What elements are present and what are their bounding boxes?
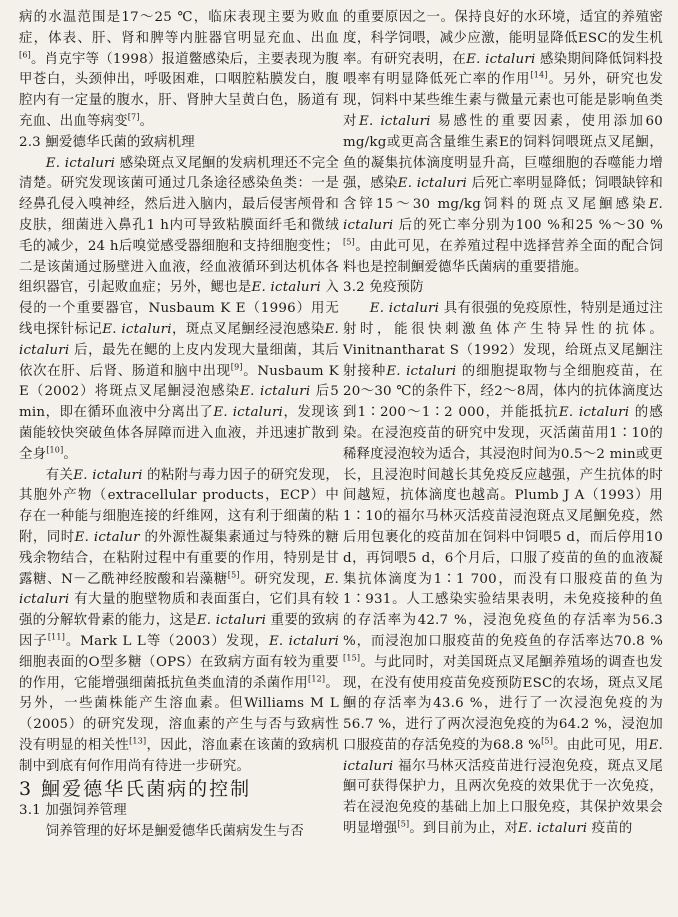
text: 有大量的胞壁物质和表面蛋白，它们具有较强的分解软骨素的能力，这是 <box>19 592 339 629</box>
text: 的外源性凝集素通过与特殊的糖残余物结合，在粘附过程中有重要的作用，特别是甘露糖、N－乙酰神经胺酸和岩藻糖 <box>19 529 339 587</box>
text: 病的水温范围是17～25 ℃，临床表现主要为败血症，体表、肝、肾和脾等内脏器官明显充血、出血 <box>19 10 339 46</box>
paragraph-immunization <box>343 299 663 840</box>
text: 的感染。在浸泡疫苗的研究中发现，灭活菌苗用1∶10的稀释度浸泡较为适合，其浸泡时间为0.5～2 min或更长，且浸泡时间越长其免疫反应越强，产生抗体的时间越短，抗体滴度也越高。Plumb J A（1993）用1∶10的福尔马林灭活疫苗浸泡斑点叉尾鮰免疫，然后用包裹化的疫苗加在饲料中饲喂5 d，而后停用10 d，再饲喂5 d，6个月后，口服了疫苗的鱼的血液凝集抗体滴度为1∶1 700，而没有口服疫苗的鱼为1∶931。人工感染实验结果表明，未免疫接种的鱼的存活率为42.7 %，浸泡免疫鱼的存活率为56.3 %，而浸泡加口服疫苗的免疫鱼的存活率达70.8 % <box>343 405 663 649</box>
text: 后死亡率明显降低；饲喂缺锌和含锌15～30 mg/kg饲料的斑点叉尾鮰感染 <box>343 176 663 213</box>
citation: [5] <box>541 736 554 746</box>
citation: [15] <box>343 653 361 663</box>
text: 的细胞提取物与全细胞疫苗，在20～30 ℃的条件下，经2～8周，体内的抗体滴度达到1∶200～1∶2 000，并能抵抗 <box>343 363 663 421</box>
species-name: E. ictaluri <box>518 821 588 837</box>
citation: [5] <box>227 570 240 580</box>
species-name: E. ictaluri <box>196 613 267 629</box>
text: 。另外，一些菌株能产生溶血素。但Williams M L（2005）的研究发现，溶血素的产生与否与致病性没有明显的相关性 <box>19 675 339 753</box>
species-name: E. ictaluri <box>251 280 321 296</box>
paragraph-feeding-management: 饲养管理的好坏是鮰爱德华氏菌病发生与否 <box>45 824 305 840</box>
text: 入侵的一个重要器官，Nusbaum K E（1996）用无线电探针标记 <box>19 280 339 337</box>
text: 重要的致病因子 <box>19 613 339 649</box>
section-heading-3-1: 3.1 加强饲养管理 <box>19 803 127 819</box>
species-name: E. ictaluri <box>343 737 663 774</box>
section-heading-3: 3 鮰爱德华氏菌病的控制 <box>19 778 252 801</box>
paragraph-nutrition <box>343 8 663 278</box>
text: 疫苗的 <box>587 821 633 837</box>
citation: [13] <box>129 736 147 746</box>
citation: [5] <box>343 237 355 247</box>
text: 。另外，研究也发现，饲料中某些维生素与微量元素也可能是影响鱼类对 <box>343 72 663 129</box>
text: ，因此，溶血素在该菌的致病机制中到底有何作用尚有待进一步研究。 <box>19 737 339 774</box>
paragraph-clinical-signs <box>19 8 339 133</box>
species-name: E. ictaluri <box>343 197 663 233</box>
text: 。 <box>139 113 154 129</box>
section-heading-2-3: 2.3 鮰爱德华氏菌的致病机理 <box>19 134 195 150</box>
species-name: E. ictaluri <box>369 301 440 317</box>
text: 具有很强的免疫原性，特别是通过注射时，能很快刺激鱼体产生特异性的抗体。Vinitnantharat S（1992）发现，给斑点叉尾鮰注射接种 <box>343 301 664 379</box>
text: 。由此可见，在养殖过程中选择营养全面的配合饲料也是控制鮰爱德华氏菌病的重要措施。 <box>343 238 663 275</box>
citation: [11] <box>47 632 66 642</box>
paragraph-virulence <box>19 466 339 778</box>
text: 。Nusbaum K E（2002）将斑点叉尾鮰浸泡感染 <box>19 363 340 400</box>
species-name: E. ictaluri <box>19 571 339 608</box>
text: 感染斑点叉尾鮰的发病机理还不完全清楚。研究发现该菌可通过几条途径感染鱼类：一是经鼻孔侵入嗅神经，然后进入脑内，最后侵害颅骨和皮肤，细菌进入鼻孔1 h内可导致粘膜面纤毛和微绒毛的减少，24 h后嗅觉感受器细胞和支持细胞变性；二是该菌通过肠壁进入血液，经血液循环到达机体各组织器官，引起败血症；另外，鳃也是 <box>19 155 340 296</box>
species-name: E. ictaluri <box>102 321 172 337</box>
text: 。Mark L L等（2003）发现， <box>65 633 269 649</box>
text: 的重要原因之一。保持良好的水环境，适宜的养殖密度，科学饲喂，减少应激，能明显降低ESC的发生机率。有研究表明，在 <box>343 10 663 67</box>
text: 。 <box>63 446 78 462</box>
text: 后，最先在鳃的上皮内发现大量细菌，其后依次在肝、后肾、肠道和脑中出现 <box>19 342 339 379</box>
citation: [14] <box>530 70 548 80</box>
species-name: E. ictaluri <box>73 467 143 483</box>
citation: [12] <box>308 674 326 684</box>
species-name: E. ictaluri <box>19 321 340 358</box>
left-column <box>19 8 339 843</box>
citation: [7] <box>127 112 140 122</box>
text: 福尔马林灭活疫苗进行浸泡免疫，斑点叉尾鮰可获得保护力，且两次免疫的效果优于一次免疫，若在浸泡免疫的基础上加上口服免疫，其保护效果会明显增强 <box>343 758 663 837</box>
right-column <box>343 8 663 840</box>
text: 的粘附与毒力因子的研究发现，其胞外产物（extracellular products，ECP）中存在一种能与细胞连接的纤维网，这有利于细菌的粘附，同时 <box>19 467 339 545</box>
text: ，斑点叉尾鮰经浸泡感染 <box>171 321 325 337</box>
section-heading-3-2: 3.2 免疫预防 <box>343 280 424 296</box>
citation: [10] <box>46 445 64 455</box>
species-name: E. ictaluri <box>240 384 311 400</box>
citation: [5] <box>397 819 410 829</box>
text: ，发现该菌能较快突破鱼体各屏障而进入血液，并迅速扩散到全身 <box>19 405 339 462</box>
species-name: E. ictaluri <box>213 405 284 421</box>
species-name: E. ictaluri <box>558 405 630 421</box>
species-name: E. ictalur <box>74 529 140 545</box>
text: 感染期间降低饲料投喂率有明显降低死亡率的作用 <box>343 51 663 88</box>
paragraph-pathogenesis <box>19 154 339 466</box>
species-name: E. ictaluri <box>466 51 536 67</box>
text: 易感性的重要因素，使用添加60 mg/kg或更高含量维生素E的饲料饲喂斑点叉尾鮰，鱼的凝集抗体滴度明显升高，巨噬细胞的吞噬能力增强，感染 <box>343 113 663 192</box>
text: 。由此可见，用 <box>553 737 649 753</box>
text: 后的死亡率分别为100 %和25 %～30 % <box>393 217 663 233</box>
species-name: E. ictaluri <box>386 363 457 379</box>
species-name: E. ictaluri <box>397 176 468 192</box>
text: 。到目前为止，对 <box>409 821 519 837</box>
text: 。与此同时，对美国斑点叉尾鮰养殖场的调查也发现，在没有使用疫苗免疫预防ESC的农场，斑点叉尾鮰的存活率为43.6 %，进行了一次浸泡免疫的为56.7 %，进行了两次浸泡免疫的为64.2 %，浸泡加口服疫苗的存活免疫的为68.8 % <box>343 654 663 753</box>
species-name: E. ictaluri <box>268 633 339 649</box>
text: 。研究发现， <box>239 571 325 587</box>
species-name: E. ictaluri <box>45 155 116 171</box>
citation: [9] <box>230 362 243 372</box>
text: 后5 min，即在循环血液中分离出了 <box>19 384 339 421</box>
text: 。肖克宇等（1998）报道鳖感染后，主要表现为腹甲苍白，头颈伸出，呼吸困难，口咽腔粘膜发白，腹腔内有一定量的腹水，肝、肾肿大呈黄白色，肠道有充血、出血等病变 <box>19 51 339 129</box>
citation: [6] <box>19 50 31 60</box>
species-name: E. ictaluri <box>359 113 431 129</box>
text: 细胞表面的O型多糖（OPS）在致病方面有较为重要的作用，它能增强细菌抵抗鱼类血清的杀菌作用 <box>19 654 339 691</box>
text: 有关 <box>45 467 74 483</box>
